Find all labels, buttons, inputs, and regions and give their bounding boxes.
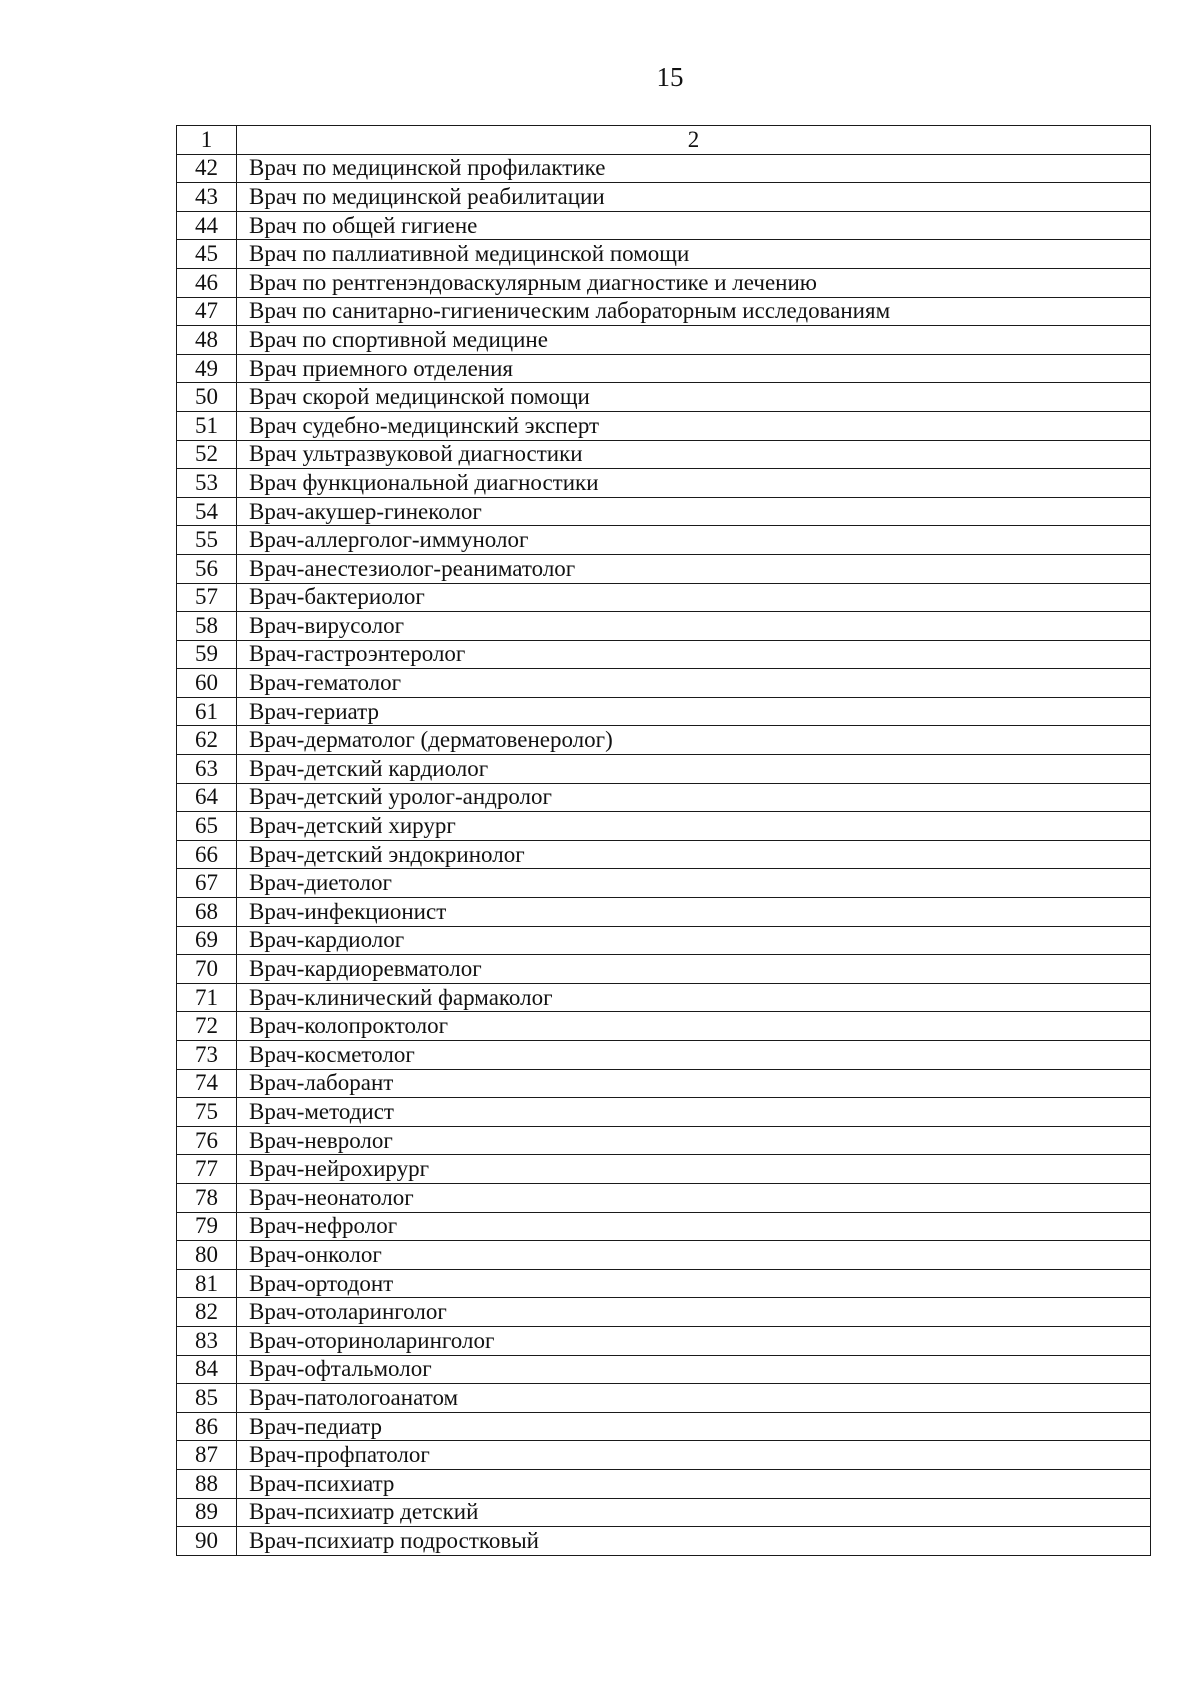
specialty-name: Врач судебно-медицинский эксперт bbox=[237, 411, 1151, 440]
table-row bbox=[177, 869, 1151, 898]
table-body bbox=[177, 126, 1151, 1556]
row-number: 63 bbox=[177, 755, 237, 784]
row-number: 52 bbox=[177, 440, 237, 469]
row-number: 81 bbox=[177, 1269, 237, 1298]
specialty-name: Врач-гериатр bbox=[237, 697, 1151, 726]
specialty-name: Врач-дерматолог (дерматовенеролог) bbox=[237, 726, 1151, 755]
specialty-name: Врач-педиатр bbox=[237, 1412, 1151, 1441]
row-number: 48 bbox=[177, 326, 237, 355]
table-row bbox=[177, 583, 1151, 612]
table-row bbox=[177, 1098, 1151, 1127]
table-row bbox=[177, 926, 1151, 955]
specialty-name: Врач-детский уролог-андролог bbox=[237, 783, 1151, 812]
table-row bbox=[177, 1126, 1151, 1155]
row-number: 59 bbox=[177, 640, 237, 669]
specialty-name: Врач-гастроэнтеролог bbox=[237, 640, 1151, 669]
specialty-name: Врач-анестезиолог-реаниматолог bbox=[237, 554, 1151, 583]
row-number: 72 bbox=[177, 1012, 237, 1041]
specialty-name: Врач-отоларинголог bbox=[237, 1298, 1151, 1327]
row-number: 80 bbox=[177, 1241, 237, 1270]
row-number: 67 bbox=[177, 869, 237, 898]
specialty-name: Врач-вирусолог bbox=[237, 612, 1151, 641]
table-row bbox=[177, 411, 1151, 440]
specialty-name: Врач-лаборант bbox=[237, 1069, 1151, 1098]
row-number: 70 bbox=[177, 955, 237, 984]
specialty-name: Врач-ортодонт bbox=[237, 1269, 1151, 1298]
specialty-name: Врач-детский кардиолог bbox=[237, 755, 1151, 784]
row-number: 44 bbox=[177, 211, 237, 240]
specialty-name: Врач-профпатолог bbox=[237, 1441, 1151, 1470]
table-row bbox=[177, 640, 1151, 669]
specialty-name: Врач-нефролог bbox=[237, 1212, 1151, 1241]
table-row bbox=[177, 526, 1151, 555]
specialty-name: Врач-аллерголог-иммунолог bbox=[237, 526, 1151, 555]
row-number: 75 bbox=[177, 1098, 237, 1127]
table-row bbox=[177, 755, 1151, 784]
specialty-name: Врач-кардиолог bbox=[237, 926, 1151, 955]
row-number: 61 bbox=[177, 697, 237, 726]
table-row bbox=[177, 726, 1151, 755]
specialty-name: Врач-кардиоревматолог bbox=[237, 955, 1151, 984]
column-2-header: 2 bbox=[237, 126, 1151, 155]
table-row bbox=[177, 1441, 1151, 1470]
specialty-name: Врач по медицинской профилактике bbox=[237, 154, 1151, 183]
row-number: 71 bbox=[177, 983, 237, 1012]
table-row bbox=[177, 240, 1151, 269]
specialty-name: Врач-гематолог bbox=[237, 669, 1151, 698]
row-number: 58 bbox=[177, 612, 237, 641]
table-row bbox=[177, 1498, 1151, 1527]
specialty-name: Врач-клинический фармаколог bbox=[237, 983, 1151, 1012]
table-row bbox=[177, 1469, 1151, 1498]
specialty-name: Врач-неонатолог bbox=[237, 1183, 1151, 1212]
row-number: 65 bbox=[177, 812, 237, 841]
table-row bbox=[177, 154, 1151, 183]
table-row bbox=[177, 268, 1151, 297]
page-number: 15 bbox=[656, 62, 684, 92]
specialty-name: Врач приемного отделения bbox=[237, 354, 1151, 383]
table-row bbox=[177, 1527, 1151, 1556]
specialty-name: Врач-детский хирург bbox=[237, 812, 1151, 841]
specialty-name: Врач-психиатр подростковый bbox=[237, 1527, 1151, 1556]
table-row bbox=[177, 783, 1151, 812]
row-number: 86 bbox=[177, 1412, 237, 1441]
specialty-name: Врач-диетолог bbox=[237, 869, 1151, 898]
row-number: 55 bbox=[177, 526, 237, 555]
table-row bbox=[177, 955, 1151, 984]
row-number: 88 bbox=[177, 1469, 237, 1498]
table-row bbox=[177, 297, 1151, 326]
specialty-name: Врач по общей гигиене bbox=[237, 211, 1151, 240]
table-row bbox=[177, 1212, 1151, 1241]
row-number: 45 bbox=[177, 240, 237, 269]
table-row bbox=[177, 898, 1151, 927]
specialty-name: Врач-инфекционист bbox=[237, 898, 1151, 927]
specialty-name: Врач-онколог bbox=[237, 1241, 1151, 1270]
specialty-name: Врач-патологоанатом bbox=[237, 1384, 1151, 1413]
row-number: 46 bbox=[177, 268, 237, 297]
table-row bbox=[177, 1298, 1151, 1327]
row-number: 50 bbox=[177, 383, 237, 412]
specialty-name: Врач-невролог bbox=[237, 1126, 1151, 1155]
row-number: 51 bbox=[177, 411, 237, 440]
table-row bbox=[177, 554, 1151, 583]
specialty-name: Врач функциональной диагностики bbox=[237, 469, 1151, 498]
table-row bbox=[177, 497, 1151, 526]
table-row bbox=[177, 1069, 1151, 1098]
table-row bbox=[177, 812, 1151, 841]
table-row bbox=[177, 469, 1151, 498]
row-number: 74 bbox=[177, 1069, 237, 1098]
row-number: 60 bbox=[177, 669, 237, 698]
row-number: 73 bbox=[177, 1041, 237, 1070]
row-number: 53 bbox=[177, 469, 237, 498]
row-number: 84 bbox=[177, 1355, 237, 1384]
row-number: 89 bbox=[177, 1498, 237, 1527]
specialty-name: Врач-нейрохирург bbox=[237, 1155, 1151, 1184]
row-number: 76 bbox=[177, 1126, 237, 1155]
row-number: 87 bbox=[177, 1441, 237, 1470]
table-row bbox=[177, 840, 1151, 869]
specialty-name: Врач-детский эндокринолог bbox=[237, 840, 1151, 869]
table-row bbox=[177, 612, 1151, 641]
specialty-name: Врач по санитарно-гигиеническим лабораторным исследованиям bbox=[237, 297, 1151, 326]
table-row bbox=[177, 669, 1151, 698]
row-number: 77 bbox=[177, 1155, 237, 1184]
specialty-name: Врач-акушер-гинеколог bbox=[237, 497, 1151, 526]
table-row bbox=[177, 1012, 1151, 1041]
row-number: 43 bbox=[177, 183, 237, 212]
table-row bbox=[177, 1355, 1151, 1384]
table-row bbox=[177, 354, 1151, 383]
row-number: 47 bbox=[177, 297, 237, 326]
table-row bbox=[177, 1384, 1151, 1413]
specialty-name: Врач-методист bbox=[237, 1098, 1151, 1127]
column-1-header: 1 bbox=[177, 126, 237, 155]
table-row bbox=[177, 440, 1151, 469]
table-row bbox=[177, 1041, 1151, 1070]
row-number: 49 bbox=[177, 354, 237, 383]
table-row bbox=[177, 1269, 1151, 1298]
table-row bbox=[177, 983, 1151, 1012]
specialty-name: Врач-колопроктолог bbox=[237, 1012, 1151, 1041]
table-row bbox=[177, 1412, 1151, 1441]
specialty-name: Врач-психиатр bbox=[237, 1469, 1151, 1498]
specialty-name: Врач по паллиативной медицинской помощи bbox=[237, 240, 1151, 269]
specialty-name: Врач-психиатр детский bbox=[237, 1498, 1151, 1527]
specialty-name: Врач-косметолог bbox=[237, 1041, 1151, 1070]
table-row bbox=[177, 211, 1151, 240]
table-row bbox=[177, 1155, 1151, 1184]
row-number: 69 bbox=[177, 926, 237, 955]
specialty-name: Врач скорой медицинской помощи bbox=[237, 383, 1151, 412]
specialty-name: Врач по медицинской реабилитации bbox=[237, 183, 1151, 212]
row-number: 66 bbox=[177, 840, 237, 869]
specialty-name: Врач по спортивной медицине bbox=[237, 326, 1151, 355]
table-row bbox=[177, 383, 1151, 412]
table-row bbox=[177, 183, 1151, 212]
specialty-name: Врач-бактериолог bbox=[237, 583, 1151, 612]
table-header-row bbox=[177, 126, 1151, 155]
specialties-table bbox=[176, 125, 1151, 1556]
specialty-name: Врач-офтальмолог bbox=[237, 1355, 1151, 1384]
table-row bbox=[177, 697, 1151, 726]
row-number: 82 bbox=[177, 1298, 237, 1327]
row-number: 78 bbox=[177, 1183, 237, 1212]
specialty-name: Врач-оториноларинголог bbox=[237, 1326, 1151, 1355]
row-number: 90 bbox=[177, 1527, 237, 1556]
table-row bbox=[177, 1326, 1151, 1355]
row-number: 79 bbox=[177, 1212, 237, 1241]
table-row bbox=[177, 1241, 1151, 1270]
specialty-name: Врач ультразвуковой диагностики bbox=[237, 440, 1151, 469]
table-row bbox=[177, 1183, 1151, 1212]
row-number: 57 bbox=[177, 583, 237, 612]
row-number: 62 bbox=[177, 726, 237, 755]
row-number: 83 bbox=[177, 1326, 237, 1355]
row-number: 54 bbox=[177, 497, 237, 526]
row-number: 42 bbox=[177, 154, 237, 183]
row-number: 68 bbox=[177, 898, 237, 927]
row-number: 64 bbox=[177, 783, 237, 812]
row-number: 85 bbox=[177, 1384, 237, 1413]
specialty-name: Врач по рентгенэндоваскулярным диагностике и лечению bbox=[237, 268, 1151, 297]
table-row bbox=[177, 326, 1151, 355]
row-number: 56 bbox=[177, 554, 237, 583]
